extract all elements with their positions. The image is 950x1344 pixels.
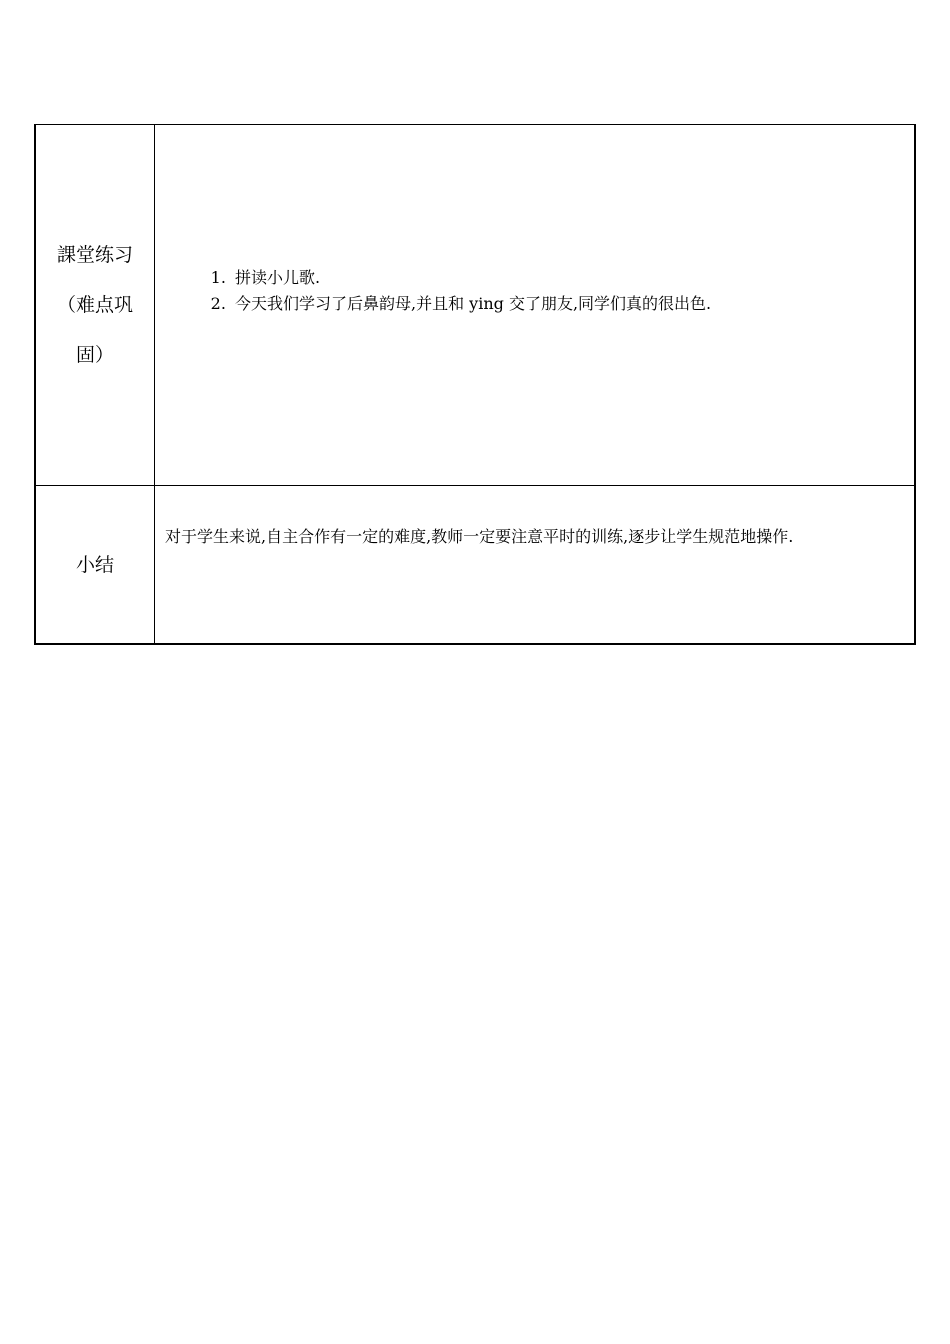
exercise-item-1: 1. 拼读小儿歌.: [231, 265, 914, 291]
summary-row: [35, 486, 915, 645]
summary-label: 小结: [75, 553, 114, 576]
summary-content-cell: [155, 486, 916, 645]
practice-label-cell: [35, 125, 155, 486]
practice-row: [35, 125, 915, 486]
lesson-plan-table: [34, 124, 916, 645]
summary-text: 对于学生来说,自主合作有一定的难度,教师一定要注意平时的训练,逐步让学生规范地操作.: [165, 526, 794, 546]
summary-label-cell: [35, 486, 155, 645]
exercise-item-2: 2. 今天我们学习了后鼻韵母,并且和 ying 交了朋友,同学们真的很出色.: [231, 291, 914, 317]
practice-label: 課堂练习（难点巩固）: [56, 244, 133, 366]
exercise-list: [155, 265, 914, 317]
practice-content-cell: [155, 125, 916, 486]
